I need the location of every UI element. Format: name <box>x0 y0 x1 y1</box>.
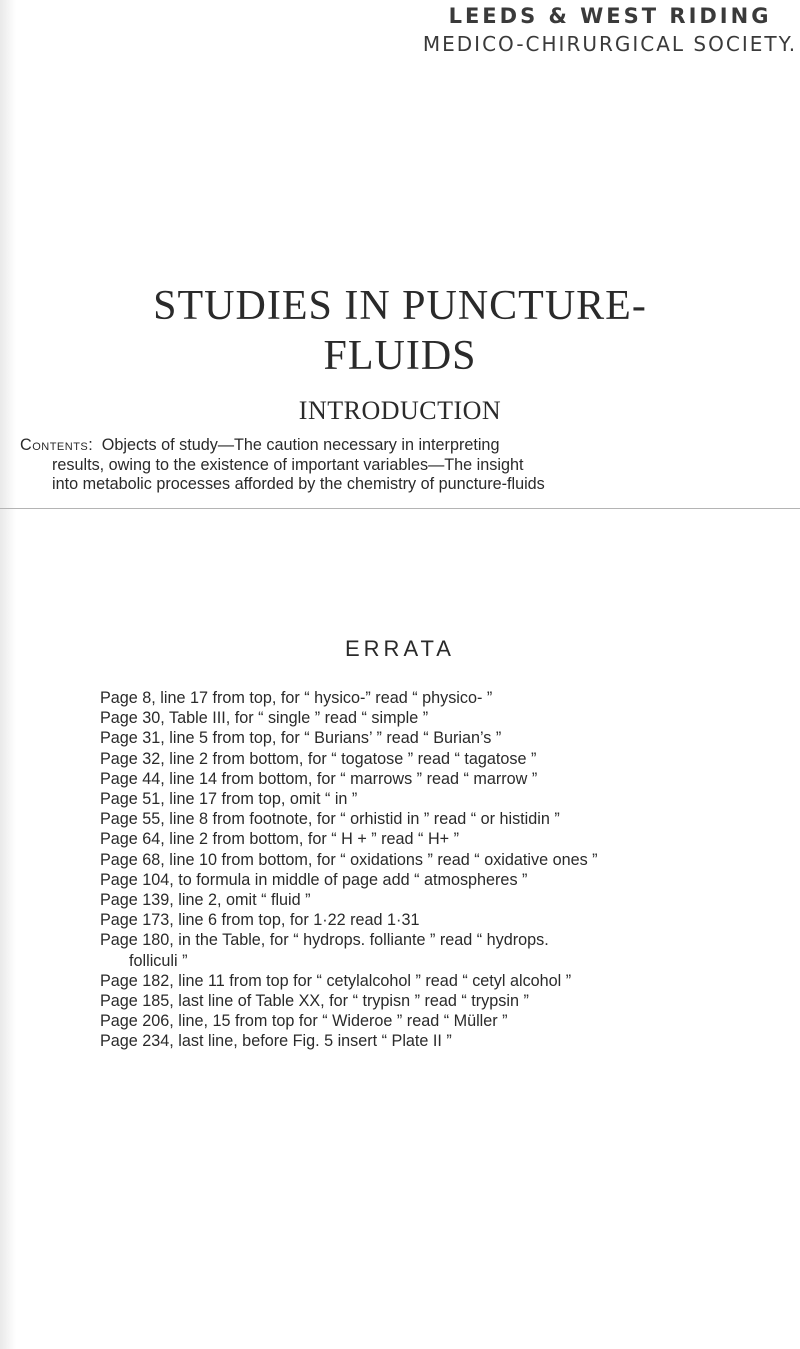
book-title <box>0 281 800 381</box>
errata-item: Page 182, line 11 from top for “ cetylalcohol ” read “ cetyl alcohol ” <box>100 971 572 990</box>
page-cut-line <box>0 508 800 509</box>
errata-item: Page 55, line 8 from footnote, for “ orhistid in ” read “ or histidin ” <box>100 810 560 829</box>
contents-paragraph <box>20 436 780 495</box>
errata-item: Page 51, line 17 from top, omit “ in ” <box>100 790 358 809</box>
errata-item: Page 139, line 2, omit “ fluid ” <box>100 891 311 910</box>
errata-item: Page 104, to formula in middle of page add “ atmospheres ” <box>100 870 528 889</box>
errata-item: Page 180, in the Table, for “ hydrops. folliante ” read “ hydrops. <box>100 931 549 950</box>
errata-item: Page 32, line 2 from bottom, for “ togatose ” read “ tagatose ” <box>100 749 537 768</box>
errata-item: Page 31, line 5 from top, for “ Burians’ ” read “ Burian’s ” <box>100 729 502 748</box>
page-edge-shadow <box>0 0 16 1349</box>
errata-item: Page 64, line 2 from bottom, for “ H + ” read “ H+ ” <box>100 830 459 849</box>
errata-item-continuation: folliculi ” <box>129 951 188 970</box>
stamp-line-2: MEDICO-CHIRURGICAL SOCIETY. <box>422 32 798 56</box>
title-line-2: FLUIDS <box>323 333 477 379</box>
title-line-1: STUDIES IN PUNCTURE- <box>153 283 647 329</box>
errata-list <box>100 688 790 1052</box>
errata-item: Page 234, last line, before Fig. 5 insert “ Plate II ” <box>100 1032 452 1051</box>
stamp-line-1: LEEDS & WEST RIDING <box>448 4 772 28</box>
errata-item: Page 173, line 6 from top, for 1·22 read 1·31 <box>100 911 420 930</box>
errata-item: Page 185, last line of Table XX, for “ trypisn ” read “ trypsin ” <box>100 992 529 1011</box>
contents-line-3: into metabolic processes afforded by the chemistry of puncture-fluids <box>52 475 545 493</box>
contents-line-2: results, owing to the existence of important variables—The insight <box>52 455 524 474</box>
contents-label: Contents <box>20 436 89 454</box>
errata-item: Page 8, line 17 from top, for “ hysico-” read “ physico- ” <box>100 689 493 707</box>
introduction-heading: INTRODUCTION <box>298 396 502 425</box>
errata-item: Page 206, line, 15 from top for “ Wideroe ” read “ Müller ” <box>100 1012 508 1031</box>
library-stamp <box>420 4 800 56</box>
errata-item: Page 30, Table III, for “ single ” read “ simple ” <box>100 709 429 728</box>
errata-heading: ERRATA <box>345 636 455 661</box>
errata-item: Page 44, line 14 from bottom, for “ marrows ” read “ marrow ” <box>100 769 538 788</box>
contents-text-1: Objects of study—The caution necessary in interpreting <box>101 436 500 454</box>
contents-line-1: Contents: Objects of study—The caution necessary in interpreting <box>20 436 500 454</box>
errata-item: Page 68, line 10 from bottom, for “ oxidations ” read “ oxidative ones ” <box>100 850 598 869</box>
